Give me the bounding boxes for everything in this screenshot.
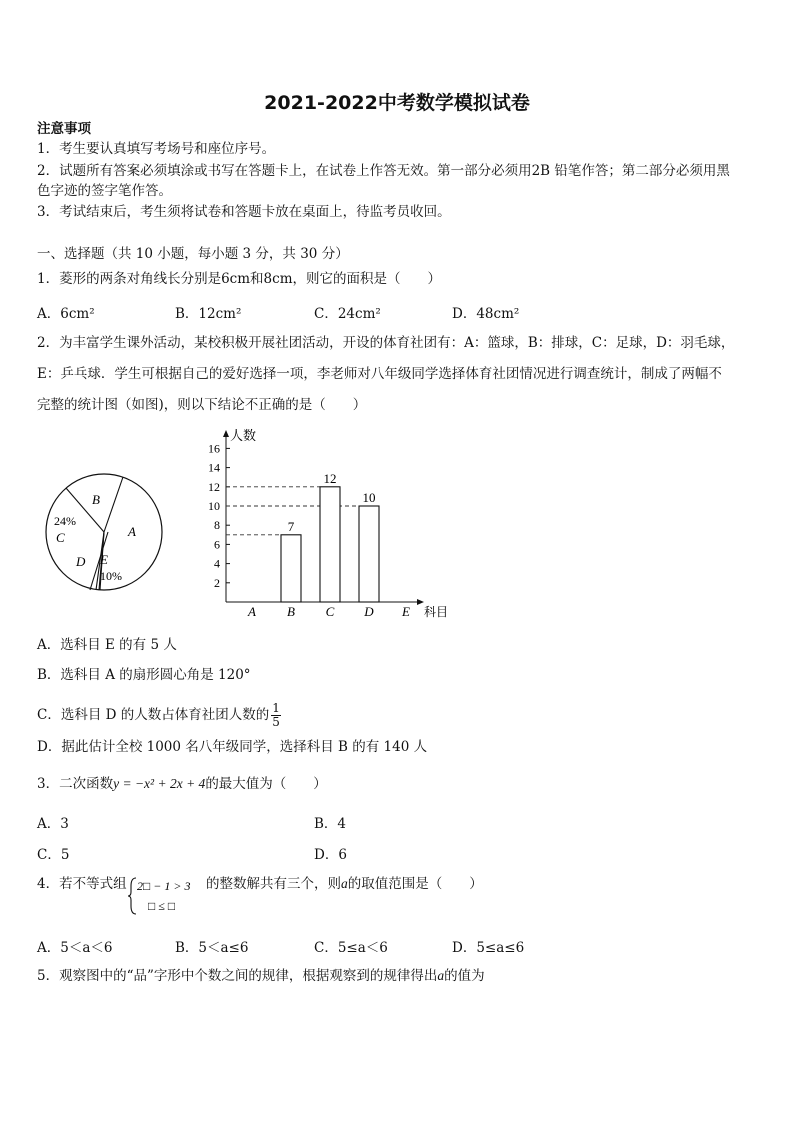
pie-label-e-percent: 10% [100,569,122,583]
q2-stem-3: 完整的统计图（如图)，则以下结论不正确的是（ ） [37,397,367,413]
q3-formula: y = −x² + 2x + 4 [113,776,206,791]
inequality-line-2: □ ≤ □ [148,899,176,913]
bar-c [320,487,340,602]
brace-icon [128,878,136,914]
x-axis-arrow [417,599,424,605]
y-tick-label: 8 [214,518,220,533]
notice-heading: 注意事项 [37,121,91,137]
q2-stem-1: 2．为丰富学生课外活动，某校积极开展社团活动，开设的体育社团有：A：篮球，B：排球，C：足球，D：羽毛球， [37,335,735,351]
pie-label-c-percent: 24% [54,514,76,528]
y-tick-label: 10 [208,499,220,513]
q3-stem-post: 的最大值为（ ） [205,776,327,792]
q5-stem-end: 的值为 [444,968,485,984]
q2-stem-2: E：乒乓球．学生可根据自己的爱好选择一项，李老师对八年级同学选择体育社团情况进行调查统计，制成了两幅不 [37,366,722,382]
page-title: 2021-2022中考数学模拟试卷 [264,92,530,114]
x-tick-label: B [287,604,295,619]
q1-option-d: D．48cm² [452,306,520,322]
y-tick-label: 2 [214,575,220,590]
q4-stem-rest [206,875,483,893]
x-axis-label: 科目 [424,605,449,619]
inequality-line-1: 2□ − 1 > 3 [137,879,191,893]
x-tick-label: E [402,604,410,619]
notice-item-3: 3．考试结束后，考生须将试卷和答题卡放在桌面上，待监考员收回。 [37,204,451,220]
x-tick-label: D [364,604,374,619]
y-axis-arrow [223,430,229,437]
fraction [271,702,281,729]
q1-option-c: C．24cm² [314,306,381,322]
q5-var: a [437,968,445,983]
notice-item-1: 1．考生要认真填写考场号和座位序号。 [37,141,276,157]
y-tick-label: 16 [208,441,220,456]
q4-option-b: B．5＜a≤6 [175,940,249,956]
bar-chart [196,426,458,622]
bar-b [281,535,301,602]
q3-option-d: D．6 [314,847,347,863]
y-tick-label: 4 [214,556,220,571]
q3-option-b: B．4 [314,816,347,832]
y-tick-label: 12 [208,479,220,494]
bar-value-label: 7 [287,518,295,534]
q3-option-a: A．3 [37,816,69,832]
bar-value-label: 12 [323,470,337,486]
notice-item-2: 2．试题所有答案必须填涂或书写在答题卡上，在试卷上作答无效。第一部分必须用2B 铅笔作答；第二部分必须用黑 [37,163,730,179]
pie-chart [36,470,176,600]
q4-stem-post: 的整数解共有三个，则 [206,876,341,892]
q4-var: a [341,876,348,891]
q2-option-d: D．据此估计全校 1000 名八年级同学，选择科目 B 的有 140 人 [37,739,428,755]
q1-stem: 1．菱形的两条对角线长分别是6cm和8cm，则它的面积是（ ） [37,271,441,287]
fraction-numerator: 1 [272,701,280,715]
q2-option-a: A．选科目 E 的有 5 人 [37,637,177,653]
pie-label-a: A [128,524,136,539]
q2-option-c [37,702,281,729]
inequality-system [128,876,206,916]
q2-option-c-text: C．选科目 D 的人数占体育社团人数的 [37,707,270,723]
notice-item-2-cont: 色字迹的签字笔作答。 [37,183,172,199]
x-tick-label: C [325,604,335,619]
fraction-denominator: 5 [272,715,280,729]
q3-stem-pre: 3．二次函数 [37,776,114,792]
q4-stem-pre: 4．若不等式组 [37,876,127,892]
pie-label-c: C [56,530,65,545]
bar-value-label: 10 [362,490,376,505]
q4-option-a: A．5＜a＜6 [37,940,113,956]
q4-option-c: C．5≤a＜6 [314,940,388,956]
q5-stem [37,967,485,985]
q1-option-a: A．6cm² [37,306,95,322]
q4-option-d: D．5≤a≤6 [452,940,525,956]
pie-label-b: B [92,492,100,507]
q2-option-b: B．选科目 A 的扇形圆心角是 120° [37,667,251,683]
bar-d [359,506,379,602]
pie-label-e: E [100,552,108,567]
pie-label-d: D [76,554,86,569]
q5-stem-text: 5．观察图中的“品”字形中个数之间的规律，根据观察到的规律得出 [37,968,438,984]
q3-option-c: C．5 [37,847,70,863]
q3-stem [37,775,327,793]
q1-option-b: B．12cm² [175,306,242,322]
pie-slice-border [104,477,123,532]
section-heading: 一、选择题（共 10 小题，每小题 3 分，共 30 分） [37,246,349,262]
y-tick-label: 6 [214,537,220,552]
y-axis-label: 人数 [230,428,257,443]
y-tick-label: 14 [208,460,220,475]
q4-stem-end: 的取值范围是（ ） [347,876,483,892]
x-tick-label: A [248,604,256,619]
